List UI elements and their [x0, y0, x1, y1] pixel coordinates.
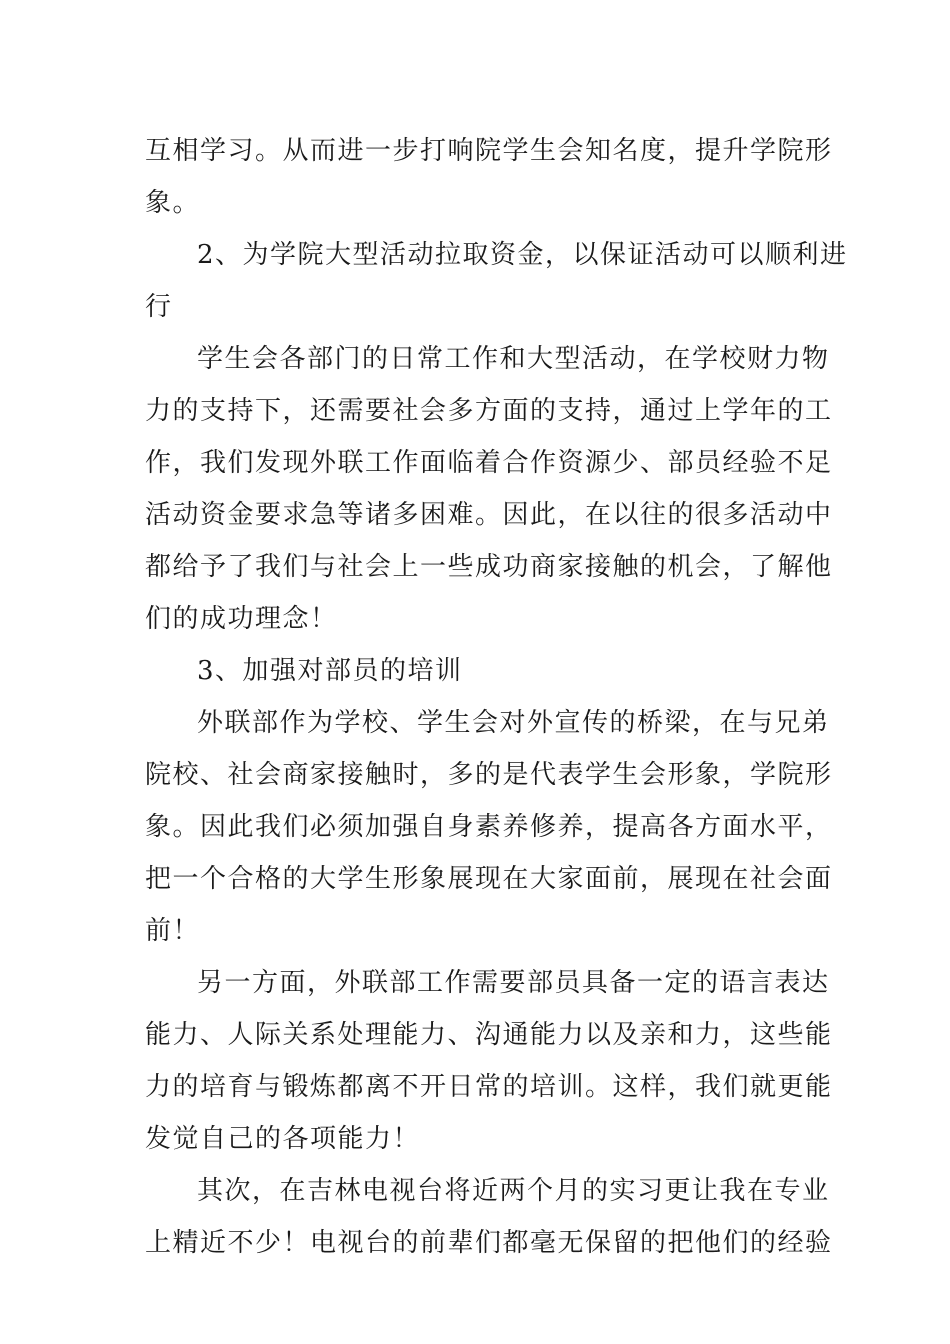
text-line: 活动资金要求急等诸多困难。因此，在以往的很多活动中 — [145, 500, 833, 530]
paragraph-start: 学生会各部门的日常工作和大型活动，在学校财力物 — [197, 344, 830, 374]
text-line: 力的支持下，还需要社会多方面的支持，通过上学年的工 — [145, 396, 833, 426]
document-body — [145, 125, 848, 1269]
text-line: 能力、人际关系处理能力、沟通能力以及亲和力，这些能 — [145, 1020, 833, 1050]
text-line: 院校、社会商家接触时，多的是代表学生会形象，学院形 — [145, 760, 833, 790]
list-item-heading: 3、加强对部员的培训 — [197, 656, 463, 686]
text-line: 把一个合格的大学生形象展现在大家面前，展现在社会面 — [145, 864, 833, 894]
paragraph-start: 外联部作为学校、学生会对外宣传的桥梁，在与兄弟 — [197, 708, 830, 738]
text-line: 上精近不少！电视台的前辈们都毫无保留的把他们的经验 — [145, 1228, 833, 1258]
text-line: 行 — [145, 292, 173, 322]
text-line: 互相学习。从而进一步打响院学生会知名度，提升学院形 — [145, 136, 833, 166]
text-line: 作，我们发现外联工作面临着合作资源少、部员经验不足 — [145, 448, 833, 478]
text-line: 发觉自己的各项能力！ — [145, 1124, 421, 1154]
text-line: 前！ — [145, 916, 201, 946]
text-line: 力的培育与锻炼都离不开日常的培训。这样，我们就更能 — [145, 1072, 833, 1102]
list-item-heading: 2、为学院大型活动拉取资金，以保证活动可以顺利进 — [197, 240, 848, 270]
paragraph-start: 其次，在吉林电视台将近两个月的实习更让我在专业 — [197, 1176, 830, 1206]
text-line: 们的成功理念！ — [145, 604, 338, 634]
text-line: 象。因此我们必须加强自身素养修养，提高各方面水平， — [145, 812, 833, 842]
text-line: 都给予了我们与社会上一些成功商家接触的机会，了解他 — [145, 552, 833, 582]
text-line: 象。 — [145, 188, 201, 218]
paragraph-start: 另一方面，外联部工作需要部员具备一定的语言表达 — [197, 968, 830, 998]
